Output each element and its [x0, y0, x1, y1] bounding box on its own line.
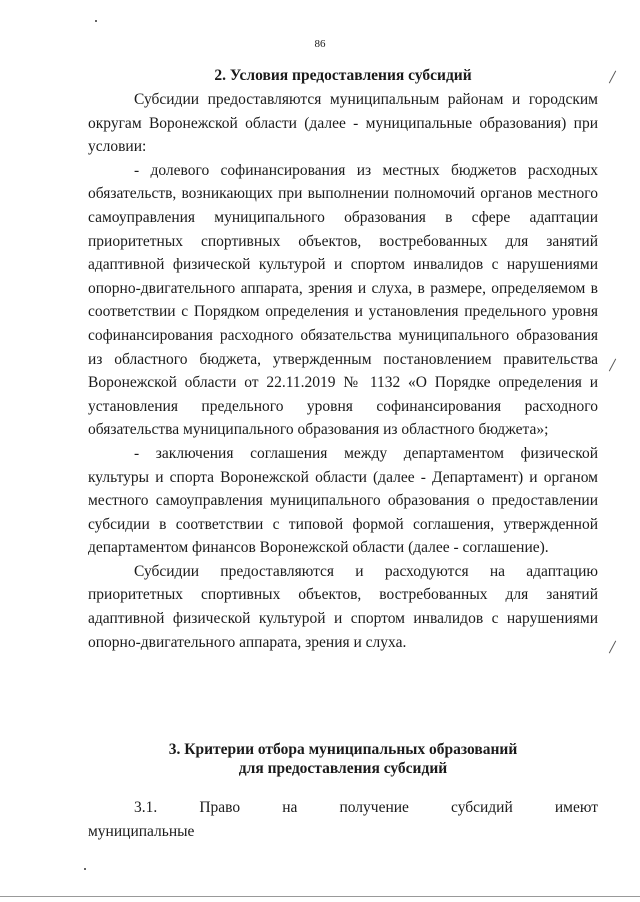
paragraph: Субсидии предоставляются муниципальным районам и городским округам Воронежской области (далее - муниципальные образования) при условии: — [88, 91, 598, 156]
margin-mark — [609, 641, 616, 654]
paragraph: 3.1. Право на получение субсидий имеют муниципальные — [88, 799, 598, 840]
section-3-title-line-2: для предоставления субсидий — [238, 760, 448, 777]
page-number: 86 — [314, 38, 326, 50]
section-3-body — [88, 796, 598, 843]
page-bottom-edge — [0, 896, 640, 897]
section-2-body — [88, 88, 598, 654]
scan-speck — [84, 868, 86, 870]
paragraph: - заключения соглашения между департаментом физической культуры и спорта Воронежской области (далее - Департамент) и органом местного самоуправления муниципального образования о предоставлении субсидии в соответствии с типовой формой соглашения, утвержденной департаментом финансов Воронежской области (далее - соглашение). — [88, 444, 598, 557]
scan-speck — [95, 20, 97, 22]
section-3-title-line-1: 3. Критерии отбора муниципальных образований — [168, 741, 518, 758]
paragraph: - долевого софинансирования из местных бюджетов расходных обязательств, возникающих при выполнении полномочий органов местного самоуправления муниципального образования в сфере адаптации приоритетных спортивных объектов, востребованных для занятий адаптивной физической культурой и спортом инвалидов с нарушениями опорно-двигательного аппарата, зрения и слуха, в размере, определяемом в соответствии с Порядком определения и установления предельного уровня софинансирования расходного обязательства муниципального образования из областного бюджета, утвержденным постановлением правительства Воронежской области от 22.11.2019 № 1132 «О Порядке определения и установления предельного уровня софинансирования расходного обязательства муниципального образования из областного бюджета»; — [88, 161, 598, 439]
section-2-title: 2. Условия предоставления субсидий — [214, 67, 472, 84]
margin-mark — [609, 71, 616, 84]
margin-mark — [609, 359, 616, 372]
paragraph: Субсидии предоставляются и расходуются на адаптацию приоритетных спортивных объектов, востребованных для занятий адаптивной физической культурой и спортом инвалидов с нарушениями опорно-двигательного аппарата, зрения и слуха. — [88, 562, 598, 651]
